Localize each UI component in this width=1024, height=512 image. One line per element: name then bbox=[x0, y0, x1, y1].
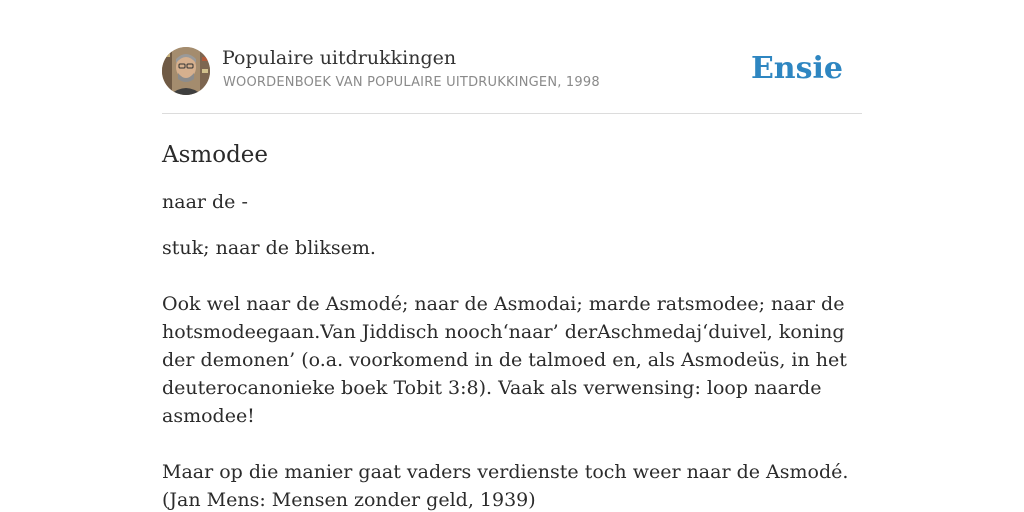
entry-paragraph: stuk; naar de bliksem. bbox=[162, 237, 376, 259]
source-header bbox=[162, 45, 862, 114]
entry-term: Asmodee bbox=[162, 142, 269, 168]
author-avatar bbox=[162, 47, 210, 95]
source-subtitle: WOORDENBOEK VAN POPULAIRE UITDRUKKINGEN, 1998 bbox=[223, 75, 600, 90]
entry-paragraph: Maar op die manier gaat vaders verdienste toch weer naar de Asmodé. (Jan Mens: Mensen zonder geld, 1939) bbox=[162, 461, 849, 511]
source-title[interactable]: Populaire uitdrukkingen bbox=[222, 47, 457, 69]
entry-subterm: naar de - bbox=[162, 191, 248, 213]
ensie-logo[interactable]: Ensie bbox=[750, 51, 843, 86]
entry-card bbox=[162, 45, 862, 512]
entry-body bbox=[162, 234, 862, 512]
entry-paragraph: Ook wel naar de Asmodé; naar de Asmodai; marde ratsmodee; naar de hotsmodeegaan.Van Jiddisch nooch‘naar’ derAschmedaj‘duivel, koning der demonen’ (o.a. voorkomend in de talmoed en, als Asmodeüs, in het deuterocanonieke boek Tobit 3:8). Vaak als verwensing: loop naarde asmodee! bbox=[162, 293, 847, 427]
